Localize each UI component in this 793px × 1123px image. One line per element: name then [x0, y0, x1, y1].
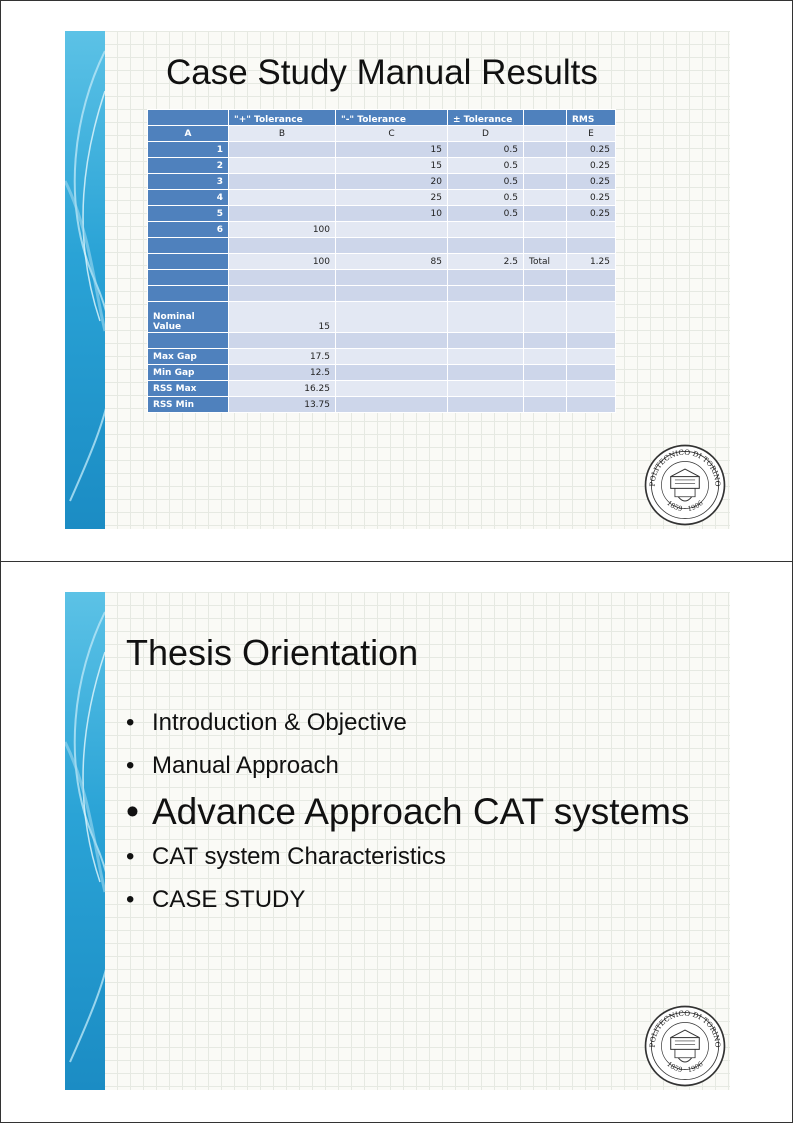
row-label: [148, 254, 229, 270]
table-cell: [336, 222, 448, 238]
row-label: Nominal Value: [148, 302, 229, 333]
table-cell: [448, 222, 524, 238]
tolerance-table: [147, 109, 616, 413]
table-row: [148, 142, 616, 158]
letter-cell: D: [448, 126, 524, 142]
table-cell: 0.5: [448, 174, 524, 190]
table-cell: 0.25: [567, 190, 616, 206]
header-cell: "+" Tolerance: [229, 110, 336, 126]
bullet-item-highlighted: • Advance Approach CAT systems: [126, 791, 689, 833]
table-cell: [448, 302, 524, 333]
row-label: Min Gap: [148, 365, 229, 381]
bullet-item: • CASE STUDY: [126, 886, 689, 914]
table-cell: 12.5: [229, 365, 336, 381]
row-label: 4: [148, 190, 229, 206]
table-cell: [567, 302, 616, 333]
table-cell: [567, 222, 616, 238]
table-cell: [524, 333, 567, 349]
table-cell: 0.25: [567, 206, 616, 222]
table-cell: 0.5: [448, 206, 524, 222]
table-row-nominal: [148, 302, 616, 333]
table-cell: 15: [336, 142, 448, 158]
row-label: RSS Min: [148, 397, 229, 413]
table-cell: 0.25: [567, 142, 616, 158]
bullet-item: • CAT system Characteristics: [126, 843, 689, 871]
table-cell: [229, 333, 336, 349]
table-cell: [448, 238, 524, 254]
table-row-total: [148, 254, 616, 270]
table-cell: 20: [336, 174, 448, 190]
wave-decoration-icon: [65, 592, 105, 1090]
row-label: 6: [148, 222, 229, 238]
table-cell: [524, 174, 567, 190]
table-cell: 15: [336, 158, 448, 174]
table-cell: 0.25: [567, 174, 616, 190]
table-cell: [229, 142, 336, 158]
table-letter-row: [148, 126, 616, 142]
row-label: 1: [148, 142, 229, 158]
row-label: 2: [148, 158, 229, 174]
university-seal-icon: [643, 443, 727, 527]
header-cell: [148, 110, 229, 126]
table-cell: [336, 333, 448, 349]
bullet-list: [126, 709, 689, 929]
table-cell: 25: [336, 190, 448, 206]
table-cell: [229, 238, 336, 254]
header-cell: ± Tolerance: [448, 110, 524, 126]
table-cell: 16.25: [229, 381, 336, 397]
table-cell: 0.5: [448, 158, 524, 174]
wave-decoration-icon: [65, 31, 105, 529]
table-row: [148, 270, 616, 286]
seal-bottom-text: 1859 · 1906: [665, 499, 705, 514]
table-row: [148, 190, 616, 206]
table-cell: [336, 397, 448, 413]
table-row: [148, 238, 616, 254]
table-cell: [448, 270, 524, 286]
table-cell: [336, 365, 448, 381]
table-cell: 0.25: [567, 158, 616, 174]
table-cell: [448, 365, 524, 381]
table-cell: [524, 365, 567, 381]
table-cell: [524, 158, 567, 174]
table-row: [148, 333, 616, 349]
row-label: [148, 286, 229, 302]
table-cell: 17.5: [229, 349, 336, 365]
table-cell: 0.5: [448, 190, 524, 206]
row-label: [148, 333, 229, 349]
table-cell: [567, 397, 616, 413]
table-cell: [567, 349, 616, 365]
letter-cell: A: [148, 126, 229, 142]
table-cell: 13.75: [229, 397, 336, 413]
slide-thesis-orientation: [65, 592, 730, 1090]
seal-bottom-text: 1859 · 1906: [665, 1060, 705, 1075]
header-cell: [524, 110, 567, 126]
table-cell: [448, 349, 524, 365]
table-cell: [336, 238, 448, 254]
table-cell: [229, 286, 336, 302]
table-cell: [229, 270, 336, 286]
table-cell: 0.5: [448, 142, 524, 158]
table-cell: 1.25: [567, 254, 616, 270]
table-cell: [567, 270, 616, 286]
table-cell: [524, 142, 567, 158]
table-cell: [567, 381, 616, 397]
table-cell: 15: [229, 302, 336, 333]
seal-top-text: POLITECNICO DI TORINO: [647, 447, 723, 487]
table-row: [148, 158, 616, 174]
table-cell: [524, 286, 567, 302]
letter-cell: B: [229, 126, 336, 142]
letter-cell: E: [567, 126, 616, 142]
table-cell: [336, 302, 448, 333]
table-cell: [336, 270, 448, 286]
table-row: [148, 365, 616, 381]
table-row: [148, 397, 616, 413]
letter-cell: [524, 126, 567, 142]
table-cell: [524, 381, 567, 397]
slide-case-study-results: [65, 31, 730, 529]
letter-cell: C: [336, 126, 448, 142]
row-label: Max Gap: [148, 349, 229, 365]
table-cell: 10: [336, 206, 448, 222]
row-label: 5: [148, 206, 229, 222]
row-label: 3: [148, 174, 229, 190]
table-cell: [229, 158, 336, 174]
page-divider: [0, 561, 793, 562]
bullet-item: • Introduction & Objective: [126, 709, 689, 737]
row-label: RSS Max: [148, 381, 229, 397]
table-cell: [524, 349, 567, 365]
table-row: [148, 286, 616, 302]
table-header-row: [148, 110, 616, 126]
seal-top-text: POLITECNICO DI TORINO: [647, 1008, 723, 1048]
table-cell: [524, 302, 567, 333]
table-cell: [448, 286, 524, 302]
table-row: [148, 349, 616, 365]
table-cell: 100: [229, 254, 336, 270]
table-cell: [524, 270, 567, 286]
slide-title: Thesis Orientation: [126, 632, 419, 673]
table-row: [148, 174, 616, 190]
bullet-item: • Manual Approach: [126, 752, 689, 780]
table-cell: [448, 381, 524, 397]
table-cell: [567, 365, 616, 381]
table-cell: [567, 238, 616, 254]
university-seal-icon: [643, 1004, 727, 1088]
table-row: [148, 222, 616, 238]
decorative-side-bar: [65, 31, 105, 529]
table-cell: [229, 190, 336, 206]
header-cell: "-" Tolerance: [336, 110, 448, 126]
header-cell: RMS: [567, 110, 616, 126]
table-cell: 2.5: [448, 254, 524, 270]
row-label: [148, 270, 229, 286]
table-row: [148, 206, 616, 222]
table-cell: [524, 222, 567, 238]
table-cell: [229, 206, 336, 222]
slide-title: Case Study Manual Results: [166, 53, 598, 92]
table-cell: [524, 397, 567, 413]
table-cell: [448, 333, 524, 349]
table-cell: [524, 206, 567, 222]
table-cell: [336, 381, 448, 397]
table-cell: [448, 397, 524, 413]
table-cell: [567, 286, 616, 302]
table-cell: [567, 333, 616, 349]
row-label: [148, 238, 229, 254]
table-cell: [336, 286, 448, 302]
table-cell: [229, 174, 336, 190]
table-cell: 85: [336, 254, 448, 270]
table-cell: [336, 349, 448, 365]
table-cell: [524, 238, 567, 254]
table-cell: [524, 190, 567, 206]
decorative-side-bar: [65, 592, 105, 1090]
table-cell: Total: [524, 254, 567, 270]
table-cell: 100: [229, 222, 336, 238]
table-row: [148, 381, 616, 397]
